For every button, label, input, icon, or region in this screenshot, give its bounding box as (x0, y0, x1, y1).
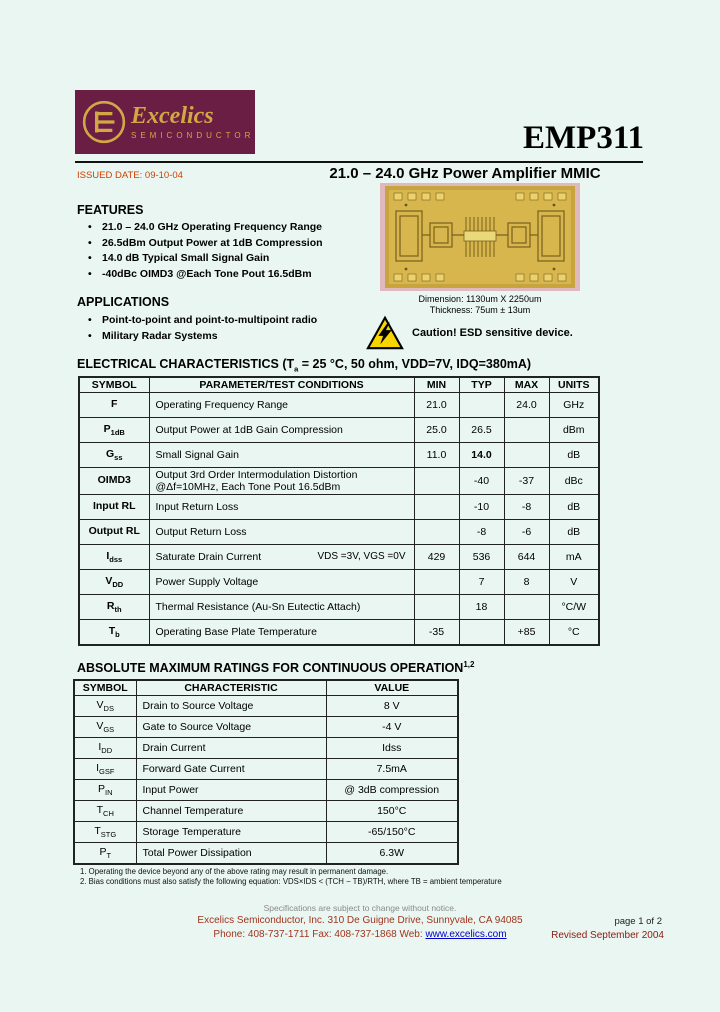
absolute-max-heading: ABSOLUTE MAXIMUM RATINGS FOR CONTINUOUS OPERATION$^{1,2}$ (77, 660, 475, 676)
symbol-cell: $V_{GS}$ (74, 717, 136, 738)
absmax-row (74, 717, 458, 738)
col-units: UNITS (549, 377, 599, 393)
characteristic-cell: Drain Current (136, 738, 326, 759)
application-item: • Military Radar Systems (86, 329, 386, 345)
symbol-cell: $G_{ss}$ (79, 443, 149, 468)
feature-item: • -40dBc OIMD3 @Each Tone Pout 16.5dBm (86, 267, 386, 283)
parameter-cell: Saturate Drain Current VDS =3V, VGS =0V (149, 545, 414, 570)
symbol-cell: $R_{th}$ (79, 595, 149, 620)
feature-item: • 26.5dBm Output Power at 1dB Compression (86, 236, 386, 252)
typ-cell (459, 393, 504, 418)
typ-cell: -10 (459, 495, 504, 520)
parameter-cell: Operating Frequency Range (149, 393, 414, 418)
feature-item: • 21.0 – 24.0 GHz Operating Frequency Range (86, 220, 386, 236)
max-cell (504, 595, 549, 620)
parameter-cell: Operating Base Plate Temperature (149, 620, 414, 646)
symbol-cell: F (79, 393, 149, 418)
elec-row (79, 495, 599, 520)
elec-row (79, 595, 599, 620)
elec-row (79, 545, 599, 570)
absmax-row (74, 780, 458, 801)
applications-heading: APPLICATIONS (77, 295, 170, 309)
max-cell (504, 443, 549, 468)
value-cell: 8 V (326, 696, 458, 717)
symbol-cell: $I_{dss}$ (79, 545, 149, 570)
min-cell: 21.0 (414, 393, 459, 418)
part-number: EMP311 (523, 120, 644, 156)
characteristic-cell: Drain to Source Voltage (136, 696, 326, 717)
elec-row (79, 520, 599, 545)
typ-cell: 536 (459, 545, 504, 570)
features-heading: FEATURES (77, 203, 144, 217)
max-cell: 8 (504, 570, 549, 595)
footnotes (80, 867, 502, 887)
absmax-row (74, 843, 458, 865)
units-cell: dB (549, 443, 599, 468)
symbol-cell: $T_{STG}$ (74, 822, 136, 843)
parameter-cell: Output Return Loss (149, 520, 414, 545)
typ-cell: 26.5 (459, 418, 504, 443)
electrical-characteristics-table (78, 376, 600, 646)
elec-row (79, 443, 599, 468)
symbol-cell: $V_{DD}$ (79, 570, 149, 595)
header-divider (75, 161, 643, 163)
max-cell: -37 (504, 468, 549, 495)
col-parameter: PARAMETER/TEST CONDITIONS (149, 377, 414, 393)
col-value: VALUE (326, 680, 458, 696)
excelics-logo (75, 90, 255, 154)
characteristic-cell: Channel Temperature (136, 801, 326, 822)
units-cell: GHz (549, 393, 599, 418)
absmax-row (74, 822, 458, 843)
value-cell: -65/150°C (326, 822, 458, 843)
die-thickness: Thickness: 75um ± 13um (429, 305, 531, 315)
col-max: MAX (504, 377, 549, 393)
characteristic-cell: Storage Temperature (136, 822, 326, 843)
col-symbol: SYMBOL (79, 377, 149, 393)
elec-row (79, 620, 599, 646)
symbol-cell: $T_b$ (79, 620, 149, 646)
min-cell: 25.0 (414, 418, 459, 443)
max-cell (504, 418, 549, 443)
value-cell: -4 V (326, 717, 458, 738)
symbol-cell: $I_{DD}$ (74, 738, 136, 759)
min-cell (414, 520, 459, 545)
footnote-1: 1. Operating the device beyond any of the above rating may result in permanent damage. (80, 867, 389, 876)
absmax-row (74, 759, 458, 780)
units-cell: dB (549, 495, 599, 520)
website-link[interactable]: www.excelics.com (425, 929, 507, 940)
col-symbol: SYMBOL (74, 680, 136, 696)
symbol-cell: $P_T$ (74, 843, 136, 865)
absmax-row (74, 696, 458, 717)
symbol-cell: OIMD3 (79, 468, 149, 495)
document-title: 21.0 – 24.0 GHz Power Amplifier MMIC (329, 165, 601, 182)
symbol-cell: $V_{DS}$ (74, 696, 136, 717)
logo-name: Excelics (131, 103, 214, 129)
max-cell: -8 (504, 495, 549, 520)
units-cell: dB (549, 520, 599, 545)
value-cell: @ 3dB compression (326, 780, 458, 801)
characteristic-cell: Gate to Source Voltage (136, 717, 326, 738)
parameter-cell: Input Return Loss (149, 495, 414, 520)
min-cell: 429 (414, 545, 459, 570)
symbol-cell: $P_{1dB}$ (79, 418, 149, 443)
typ-cell: -40 (459, 468, 504, 495)
symbol-cell: $P_{IN}$ (74, 780, 136, 801)
units-cell: V (549, 570, 599, 595)
value-cell: 7.5mA (326, 759, 458, 780)
max-cell: +85 (504, 620, 549, 646)
typ-cell: -8 (459, 520, 504, 545)
parameter-cell: Output Power at 1dB Gain Compression (149, 418, 414, 443)
applications-list (86, 313, 386, 344)
logo-subtitle: SEMICONDUCTOR (131, 131, 255, 140)
value-cell: 6.3W (326, 843, 458, 865)
page-number: page 1 of 2 (614, 916, 662, 927)
elec-row (79, 570, 599, 595)
max-cell: 644 (504, 545, 549, 570)
value-cell: Idss (326, 738, 458, 759)
col-characteristic: CHARACTERISTIC (136, 680, 326, 696)
min-cell (414, 570, 459, 595)
features-list (86, 220, 386, 282)
test-condition: VDS =3V, VGS =0V (317, 551, 406, 562)
typ-cell: 14.0 (459, 443, 504, 468)
absmax-row (74, 801, 458, 822)
die-caption (368, 294, 592, 316)
absolute-max-table (73, 679, 459, 865)
units-cell: °C (549, 620, 599, 646)
revision-date: Revised September 2004 (551, 930, 664, 941)
elec-row (79, 468, 599, 495)
elec-row (79, 418, 599, 443)
characteristic-cell: Input Power (136, 780, 326, 801)
symbol-cell: Input RL (79, 495, 149, 520)
contact-line: Phone: 408-737-1711 Fax: 408-737-1868 Web: www.excelics.com (213, 929, 507, 940)
min-cell: 11.0 (414, 443, 459, 468)
absmax-header-row (74, 680, 458, 696)
die-dimension: Dimension: 1130um X 2250um (418, 294, 542, 304)
spec-change-notice: Specifications are subject to change without notice. (263, 903, 457, 913)
min-cell (414, 495, 459, 520)
units-cell: dBm (549, 418, 599, 443)
typ-cell (459, 620, 504, 646)
typ-cell: 18 (459, 595, 504, 620)
parameter-cell: Power Supply Voltage (149, 570, 414, 595)
feature-item: • 14.0 dB Typical Small Signal Gain (86, 251, 386, 267)
elec-header-row (79, 377, 599, 393)
esd-caution-text: Caution! ESD sensitive device. (412, 327, 573, 339)
value-cell: 150°C (326, 801, 458, 822)
issued-date: ISSUED DATE: 09-10-04 (77, 170, 183, 181)
col-typ: TYP (459, 377, 504, 393)
min-cell: -35 (414, 620, 459, 646)
typ-cell: 7 (459, 570, 504, 595)
electrical-heading: ELECTRICAL CHARACTERISTICS ($T_a = 25$ °C, 50 ohm, VDD=7V, IDQ=380mA) (77, 357, 532, 374)
company-address: Excelics Semiconductor, Inc. 310 De Guigne Drive, Sunnyvale, CA 94085 (197, 915, 523, 926)
symbol-cell: Output RL (79, 520, 149, 545)
min-cell (414, 595, 459, 620)
footnote-2: 2. Bias conditions must also satisfy the following equation: VDS×IDS < (TCH − TB)/RTH, where TB = ambient temperature (80, 877, 502, 886)
symbol-cell: $I_{GSF}$ (74, 759, 136, 780)
characteristic-cell: Total Power Dissipation (136, 843, 326, 865)
esd-warning-icon (366, 315, 404, 351)
characteristic-cell: Forward Gate Current (136, 759, 326, 780)
max-cell: 24.0 (504, 393, 549, 418)
units-cell: mA (549, 545, 599, 570)
elec-row (79, 393, 599, 418)
units-cell: °C/W (549, 595, 599, 620)
symbol-cell: $T_{CH}$ (74, 801, 136, 822)
max-cell: -6 (504, 520, 549, 545)
min-cell (414, 468, 459, 495)
units-cell: dBc (549, 468, 599, 495)
col-min: MIN (414, 377, 459, 393)
parameter-cell: Small Signal Gain (149, 443, 414, 468)
parameter-cell: Thermal Resistance (Au-Sn Eutectic Attach) (149, 595, 414, 620)
application-item: • Point-to-point and point-to-multipoint radio (86, 313, 386, 329)
absmax-row (74, 738, 458, 759)
parameter-cell: Output 3rd Order Intermodulation Distortion @Δf=10MHz, Each Tone Pout 16.5dBm (149, 468, 414, 495)
die-photo (380, 183, 580, 291)
excelics-emblem-icon (81, 99, 127, 145)
